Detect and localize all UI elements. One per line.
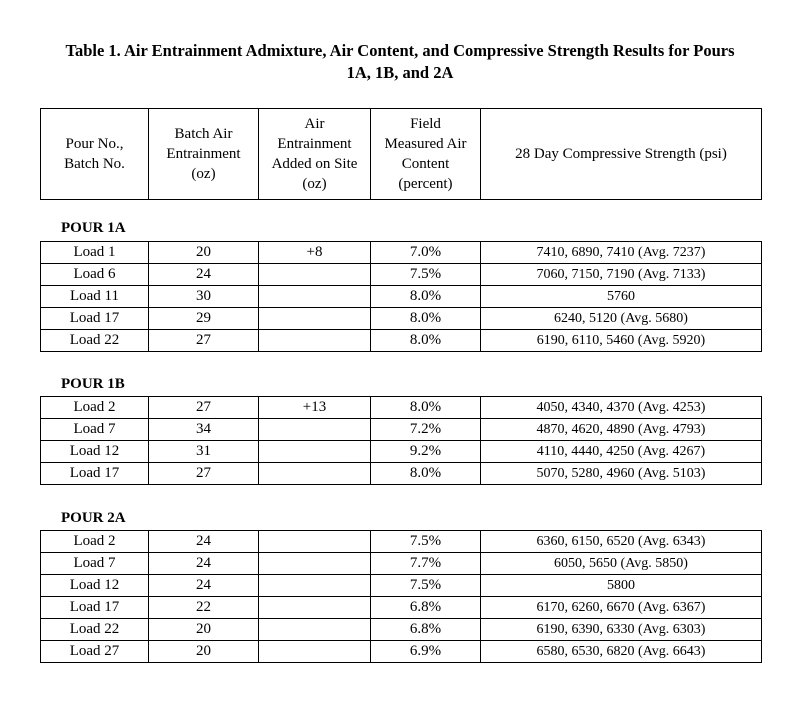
table-row	[41, 419, 762, 441]
batch-air-cell: 20	[149, 619, 259, 641]
batch-air-cell: 31	[149, 441, 259, 463]
batch-air-cell: 24	[149, 575, 259, 597]
air-added-cell	[259, 641, 371, 663]
air-content-cell: 7.5%	[371, 531, 481, 553]
strength-cell: 5800	[481, 575, 762, 597]
strength-cell: 6580, 6530, 6820 (Avg. 6643)	[481, 641, 762, 663]
batch-air-cell: 27	[149, 330, 259, 352]
air-content-cell: 7.2%	[371, 419, 481, 441]
pour-label: POUR 1A	[61, 220, 126, 236]
table-row	[41, 286, 762, 308]
header-strength: 28 Day Compressive Strength (psi)	[481, 109, 762, 200]
air-added-cell	[259, 286, 371, 308]
strength-cell: 4870, 4620, 4890 (Avg. 4793)	[481, 419, 762, 441]
strength-cell: 6190, 6390, 6330 (Avg. 6303)	[481, 619, 762, 641]
load-cell: Load 7	[41, 419, 149, 441]
strength-cell: 6050, 5650 (Avg. 5850)	[481, 553, 762, 575]
load-cell: Load 2	[41, 397, 149, 419]
load-cell: Load 17	[41, 463, 149, 485]
table-row	[41, 575, 762, 597]
strength-cell: 6190, 6110, 5460 (Avg. 5920)	[481, 330, 762, 352]
table-row	[41, 619, 762, 641]
pour-table	[40, 241, 762, 352]
table-row	[41, 308, 762, 330]
strength-cell: 6170, 6260, 6670 (Avg. 6367)	[481, 597, 762, 619]
strength-cell: 7410, 6890, 7410 (Avg. 7237)	[481, 242, 762, 264]
air-added-cell	[259, 264, 371, 286]
air-content-cell: 9.2%	[371, 441, 481, 463]
table-row	[41, 531, 762, 553]
batch-air-cell: 27	[149, 463, 259, 485]
table-row	[41, 330, 762, 352]
strength-cell: 4050, 4340, 4370 (Avg. 4253)	[481, 397, 762, 419]
batch-air-cell: 27	[149, 397, 259, 419]
header-field-air: Field Measured Air Content (percent)	[371, 109, 481, 200]
load-cell: Load 6	[41, 264, 149, 286]
air-added-cell	[259, 531, 371, 553]
batch-air-cell: 24	[149, 264, 259, 286]
air-content-cell: 7.7%	[371, 553, 481, 575]
load-cell: Load 22	[41, 619, 149, 641]
load-cell: Load 17	[41, 308, 149, 330]
air-content-cell: 8.0%	[371, 397, 481, 419]
air-added-cell	[259, 553, 371, 575]
load-cell: Load 12	[41, 575, 149, 597]
table-row	[41, 597, 762, 619]
load-cell: Load 17	[41, 597, 149, 619]
load-cell: Load 27	[41, 641, 149, 663]
header-table	[40, 108, 762, 200]
strength-cell: 7060, 7150, 7190 (Avg. 7133)	[481, 264, 762, 286]
batch-air-cell: 20	[149, 641, 259, 663]
air-content-cell: 7.5%	[371, 575, 481, 597]
table-row	[41, 641, 762, 663]
load-cell: Load 11	[41, 286, 149, 308]
batch-air-cell: 24	[149, 553, 259, 575]
batch-air-cell: 20	[149, 242, 259, 264]
title-line-2: 1A, 1B, and 2A	[346, 63, 454, 82]
header-air-added: Air Entrainment Added on Site (oz)	[259, 109, 371, 200]
air-content-cell: 8.0%	[371, 330, 481, 352]
pour-label: POUR 2A	[61, 510, 126, 526]
table-title	[0, 40, 800, 84]
pour-label: POUR 1B	[61, 376, 125, 392]
table-row	[41, 441, 762, 463]
air-added-cell	[259, 441, 371, 463]
strength-cell: 4110, 4440, 4250 (Avg. 4267)	[481, 441, 762, 463]
air-added-cell	[259, 330, 371, 352]
batch-air-cell: 22	[149, 597, 259, 619]
batch-air-cell: 30	[149, 286, 259, 308]
table-row	[41, 242, 762, 264]
batch-air-cell: 24	[149, 531, 259, 553]
strength-cell: 5760	[481, 286, 762, 308]
air-added-cell	[259, 575, 371, 597]
pour-table	[40, 396, 762, 485]
batch-air-cell: 29	[149, 308, 259, 330]
air-added-cell	[259, 463, 371, 485]
air-content-cell: 6.8%	[371, 597, 481, 619]
table-row	[41, 463, 762, 485]
air-added-cell	[259, 619, 371, 641]
header-batch-air: Batch Air Entrainment (oz)	[149, 109, 259, 200]
load-cell: Load 22	[41, 330, 149, 352]
air-content-cell: 8.0%	[371, 463, 481, 485]
batch-air-cell: 34	[149, 419, 259, 441]
air-content-cell: 7.0%	[371, 242, 481, 264]
air-added-cell	[259, 597, 371, 619]
header-pour-batch: Pour No., Batch No.	[41, 109, 149, 200]
air-added-cell	[259, 308, 371, 330]
pour-table	[40, 530, 762, 663]
strength-cell: 6240, 5120 (Avg. 5680)	[481, 308, 762, 330]
table-row	[41, 553, 762, 575]
load-cell: Load 1	[41, 242, 149, 264]
air-added-cell: +13	[259, 397, 371, 419]
air-content-cell: 8.0%	[371, 286, 481, 308]
header-row	[41, 109, 762, 200]
air-added-cell: +8	[259, 242, 371, 264]
air-content-cell: 7.5%	[371, 264, 481, 286]
table-row	[41, 264, 762, 286]
title-line-1: Table 1. Air Entrainment Admixture, Air Content, and Compressive Strength Results for Pours	[65, 41, 735, 60]
air-added-cell	[259, 419, 371, 441]
air-content-cell: 6.8%	[371, 619, 481, 641]
strength-cell: 5070, 5280, 4960 (Avg. 5103)	[481, 463, 762, 485]
air-content-cell: 8.0%	[371, 308, 481, 330]
load-cell: Load 12	[41, 441, 149, 463]
load-cell: Load 7	[41, 553, 149, 575]
table-row	[41, 397, 762, 419]
air-content-cell: 6.9%	[371, 641, 481, 663]
strength-cell: 6360, 6150, 6520 (Avg. 6343)	[481, 531, 762, 553]
load-cell: Load 2	[41, 531, 149, 553]
